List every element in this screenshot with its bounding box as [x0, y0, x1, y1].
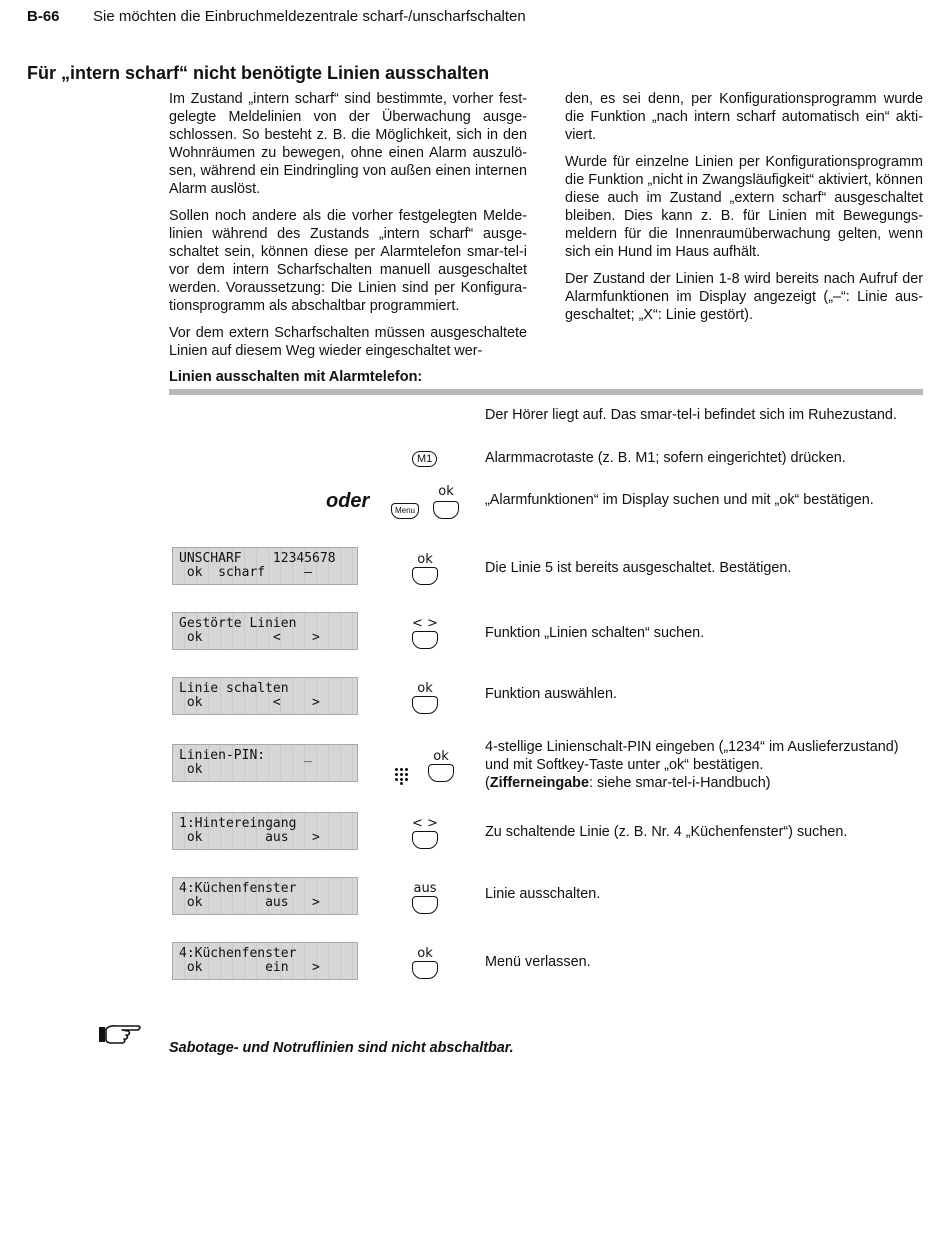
lcd-line: 4:Küchenfenster	[179, 881, 297, 896]
softkey-icon	[412, 961, 438, 979]
lcd-display	[172, 677, 358, 715]
divider	[169, 389, 923, 395]
step-description: „Alarmfunktionen“ im Display suchen und mit „ok“ bestätigen.	[485, 492, 874, 508]
softkey-icon	[412, 896, 438, 914]
lcd-line: ok < >	[179, 695, 320, 710]
key-label: ok	[438, 484, 454, 499]
paragraph: Im Zustand „intern scharf“ sind bestimmte, vorher festgelegte Meldelinien von der Überwachung ausgeschlossen. So besteht z. B. die Möglichkeit, sich in den Wohnräumen zu bewegen, ohne einen Alarm auszulösen, während ein Eindringling von außen einen internen Alarm auslöst.	[169, 91, 527, 197]
lcd-line: ok aus >	[179, 830, 320, 845]
paragraph: Wurde für einzelne Linien per Konfigurationsprogramm die Funktion „nicht in Zwangsläufigkeit“ aktiviert, können diese auch im Zustand „extern scharf“ ausgeschaltet bleiben. Dies kann z. B. für Linien mit Bewegungsmeldern für die Innenraumüberwachung gelten, wenn sich ein Hund im Haus aufhält.	[565, 154, 923, 260]
step-text: : siehe smar-tel-i-Handbuch)	[588, 775, 771, 791]
step-description: Menü verlassen.	[485, 954, 591, 970]
paragraph: Vor dem extern Scharfschalten müssen ausgeschaltete Linien auf diesem Weg wieder eingeschaltet wer-	[169, 325, 527, 359]
keypad-icon[interactable]	[395, 768, 411, 784]
lcd-line: UNSCHARF 12345678	[179, 551, 336, 566]
procedure-heading: Linien ausschalten mit Alarmtelefon:	[169, 369, 423, 385]
softkey-icon	[412, 831, 438, 849]
key-label: ok	[433, 749, 449, 764]
step-text: 4-stellige Linienschalt-PIN eingeben („1234“ im Auslieferzustand) und mit Softkey-Taste unter „ok“ bestätigen.	[485, 739, 899, 773]
lcd-line: 1:Hintereingang	[179, 816, 297, 831]
section-title: Für „intern scharf“ nicht benötigte Linien ausschalten	[27, 63, 490, 83]
softkey-icon	[428, 764, 454, 782]
bold-term: Zifferneingabe	[489, 775, 589, 791]
step-description: Die Linie 5 ist bereits ausgeschaltet. Bestätigen.	[485, 560, 792, 576]
lcd-line: ok < >	[179, 630, 320, 645]
lcd-line: Gestörte Linien	[179, 616, 297, 631]
lcd-line: ok ein >	[179, 960, 320, 975]
lcd-display	[172, 877, 358, 915]
lcd-line: ok aus >	[179, 895, 320, 910]
softkey-icon	[412, 696, 438, 714]
key-label: < >	[412, 816, 438, 831]
step-description: Funktion „Linien schalten“ suchen.	[485, 625, 705, 641]
key-label: < >	[412, 616, 438, 631]
right-column	[565, 90, 923, 333]
step-description: Alarmmacrotaste (z. B. M1; sofern eingerichtet) drücken.	[485, 450, 846, 466]
key-label: ok	[417, 681, 433, 696]
softkey-icon	[412, 631, 438, 649]
lcd-line: ok	[179, 762, 203, 777]
lcd-display	[172, 942, 358, 980]
paragraph: Der Zustand der Linien 1-8 wird bereits nach Aufruf der Alarmfunktionen im Display angezeigt („–“: Linie ausgeschaltet; „X“: Linie gestört).	[565, 271, 923, 323]
m1-key[interactable]: M1	[412, 451, 437, 467]
lcd-display	[172, 744, 358, 782]
menu-key[interactable]: Menu	[391, 503, 419, 519]
lcd-display	[172, 812, 358, 850]
step-description	[485, 738, 925, 792]
paragraph: den, es sei denn, per Konfigurationsprogramm wurde die Funktion „nach intern scharf automatisch ein“ aktiviert.	[565, 91, 923, 143]
step-description: Der Hörer liegt auf. Das smar-tel-i befindet sich im Ruhezustand.	[485, 407, 897, 423]
lcd-line: Linien-PIN: _	[179, 748, 313, 763]
step-description: Zu schaltende Linie (z. B. Nr. 4 „Küchenfenster“) suchen.	[485, 824, 848, 840]
key-label: ok	[417, 552, 433, 567]
softkey-icon	[433, 501, 459, 519]
step-description: Funktion auswählen.	[485, 686, 617, 702]
running-title: Sie möchten die Einbruchmeldezentrale scharf-/unscharfschalten	[93, 8, 526, 25]
lcd-line: Linie schalten	[179, 681, 289, 696]
step-text: (Zifferneingabe: siehe smar-tel-i-Handbuch)	[485, 775, 771, 791]
lcd-display	[172, 612, 358, 650]
lcd-display	[172, 547, 358, 585]
left-column	[169, 90, 527, 369]
pointing-hand-icon	[98, 1022, 144, 1046]
or-label: oder	[326, 490, 370, 512]
paragraph: Sollen noch andere als die vorher festgelegten Meldelinien während des Zustands „intern scharf“ ausgeschaltet sein, können diese per Alarmtelefon smar-tel-i vor dem intern Scharfschalten manuell ausgeschaltet werden. Voraussetzung: Die Linien sind per Konfigurationsprogramm als abschaltbar programmiert.	[169, 208, 527, 314]
key-label: ok	[417, 946, 433, 961]
step-description: Linie ausschalten.	[485, 886, 601, 902]
key-label: aus	[413, 881, 437, 896]
note-text: Sabotage- und Notruflinien sind nicht abschaltbar.	[169, 1040, 514, 1056]
lcd-line: 4:Küchenfenster	[179, 946, 297, 961]
softkey-icon	[412, 567, 438, 585]
page-number: B-66	[27, 8, 60, 25]
lcd-line: ok scharf –	[179, 565, 313, 580]
